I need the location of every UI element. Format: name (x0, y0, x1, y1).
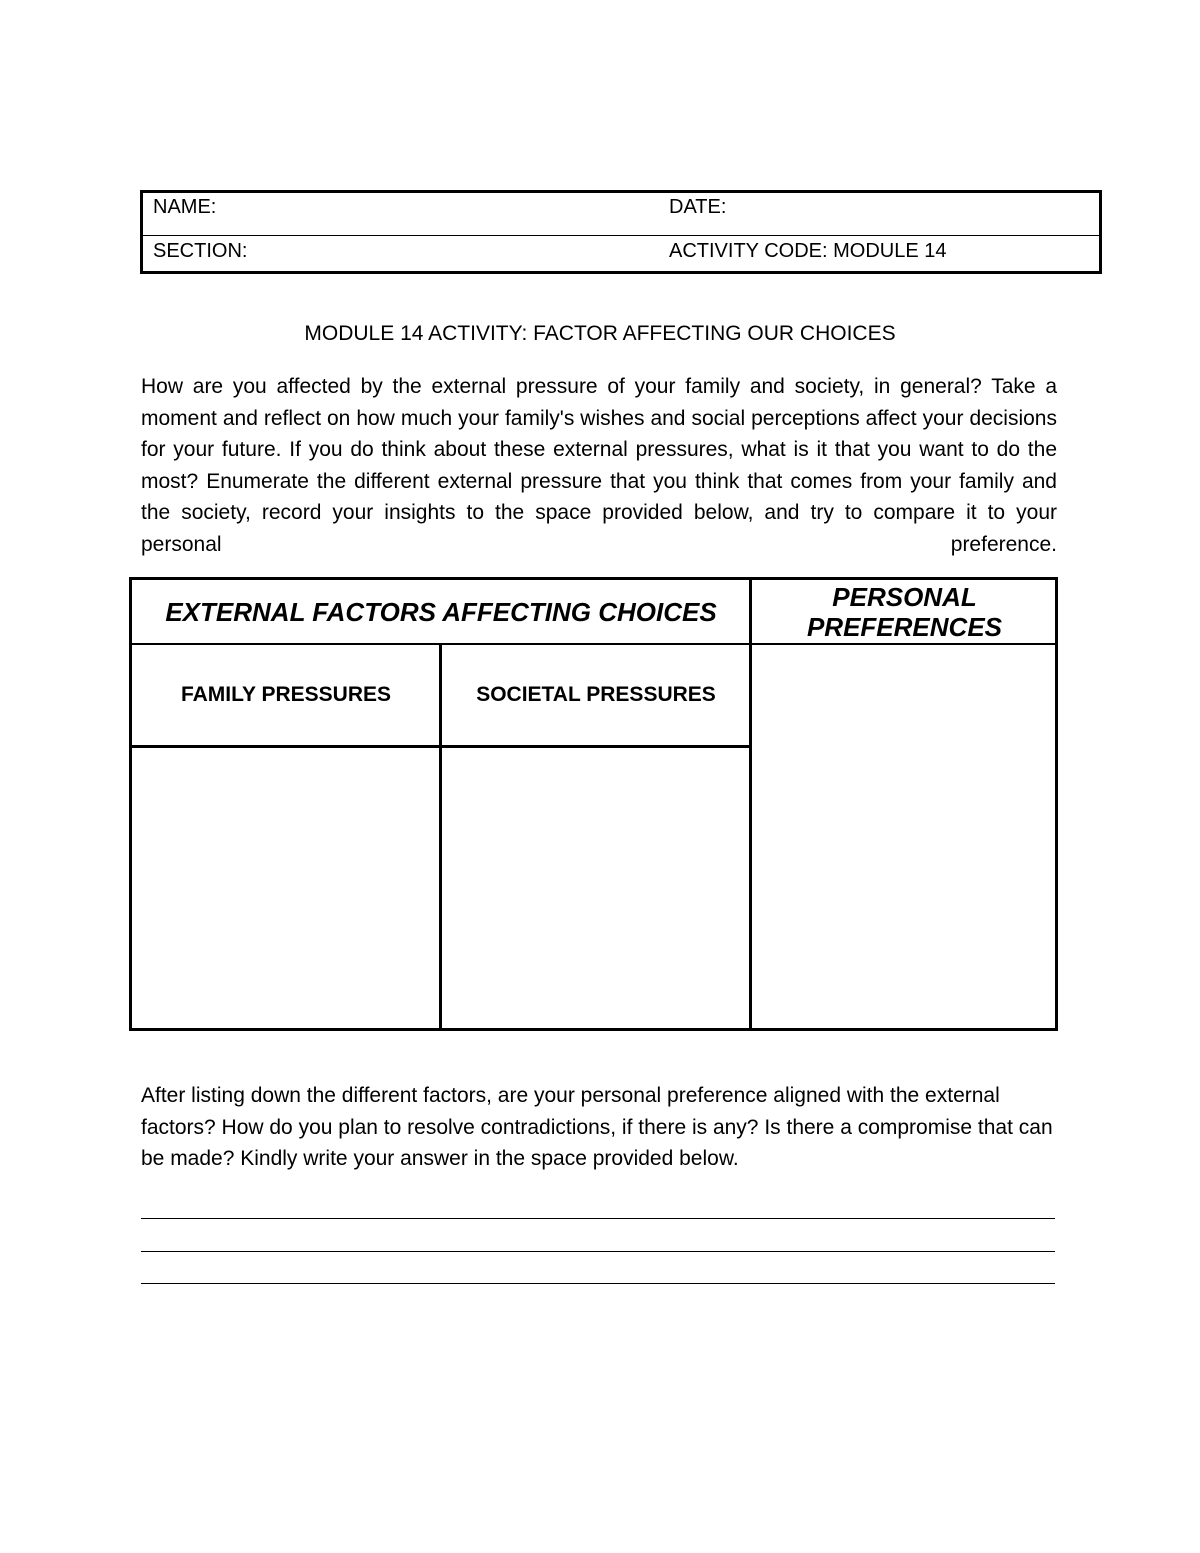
closing-paragraph: After listing down the different factors, are your personal preference aligned with the external factors? How do you plan to resolve contradictions, if there is any? Is there a compromise that can be made? Kindly write your answer in the space provided below. (141, 1084, 1053, 1170)
date-label: DATE: (669, 196, 727, 218)
factors-table (129, 577, 1058, 1031)
header-row-name-date (143, 193, 1099, 236)
answer-line-1[interactable] (141, 1218, 1055, 1219)
answer-line-2[interactable] (141, 1251, 1055, 1252)
header-row-section-code (143, 236, 1099, 271)
name-label: NAME: (153, 196, 217, 218)
activity-title: MODULE 14 ACTIVITY: FACTOR AFFECTING OUR CHOICES (304, 322, 896, 345)
student-info-box (140, 190, 1102, 274)
intro-paragraph: How are you affected by the external pressure of your family and society, in general? Take a moment and reflect on how much your family's wishes and social perceptions affect your decisions for your future. If you do think about these external pressures, what is it that you want to do the most? Enumerate the different external pressure that you think that comes from your family and the society, record your insights to the space provided below, and try to compare it to your personal preference. (141, 375, 1057, 556)
external-factors-header: EXTERNAL FACTORS AFFECTING CHOICES (165, 596, 717, 627)
activity-code-label: ACTIVITY CODE: MODULE 14 (669, 240, 947, 262)
societal-pressures-header: SOCIETAL PRESSURES (476, 683, 716, 706)
personal-preferences-header: PERSONAL PREFERENCES (806, 582, 1003, 642)
family-pressures-header: FAMILY PRESSURES (180, 683, 392, 706)
section-label: SECTION: (153, 240, 248, 262)
answer-line-3[interactable] (141, 1283, 1055, 1284)
